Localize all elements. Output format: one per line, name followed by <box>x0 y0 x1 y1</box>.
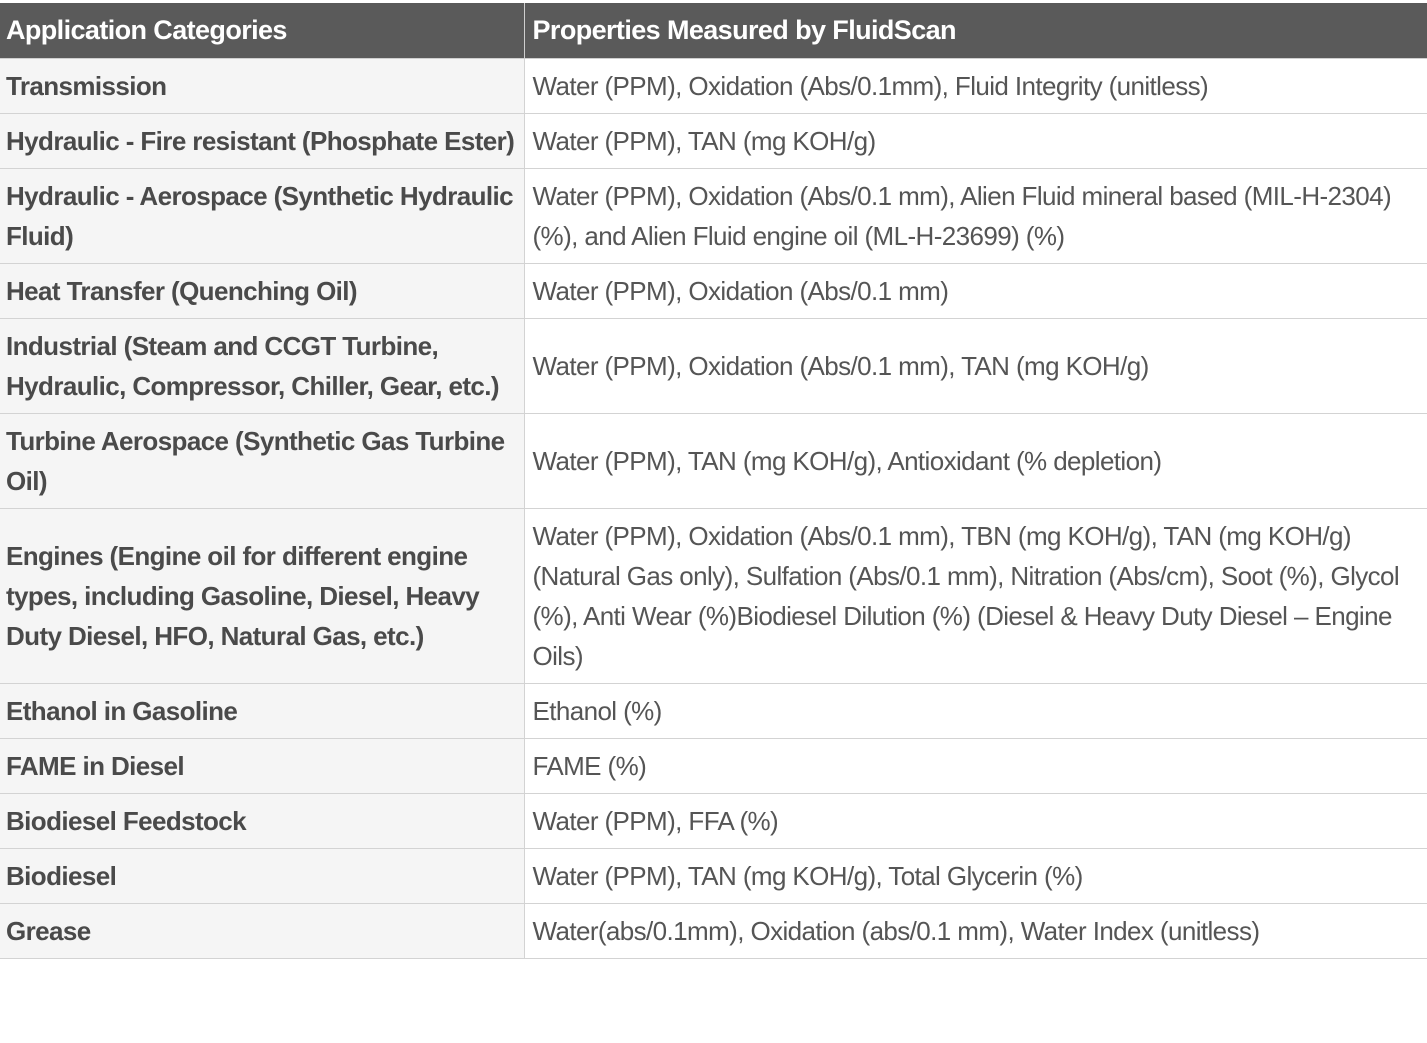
fluidscan-properties-table <box>0 3 1427 959</box>
fluidscan-properties-table-container <box>0 3 1427 959</box>
properties-cell: Water (PPM), Oxidation (Abs/0.1 mm) <box>524 264 1427 319</box>
table-row <box>0 739 1427 794</box>
properties-cell: FAME (%) <box>524 739 1427 794</box>
properties-cell: Water (PPM), TAN (mg KOH/g), Total Glycerin (%) <box>524 849 1427 904</box>
category-cell: Hydraulic - Aerospace (Synthetic Hydraulic Fluid) <box>0 169 524 264</box>
table-row <box>0 904 1427 959</box>
properties-cell: Water (PPM), TAN (mg KOH/g) <box>524 114 1427 169</box>
table-row <box>0 114 1427 169</box>
table-row <box>0 509 1427 684</box>
category-cell: Grease <box>0 904 524 959</box>
properties-cell: Ethanol (%) <box>524 684 1427 739</box>
category-cell: Turbine Aerospace (Synthetic Gas Turbine Oil) <box>0 414 524 509</box>
table-row <box>0 684 1427 739</box>
category-cell: Ethanol in Gasoline <box>0 684 524 739</box>
table-row <box>0 169 1427 264</box>
properties-cell: Water (PPM), TAN (mg KOH/g), Antioxidant (% depletion) <box>524 414 1427 509</box>
category-cell: Engines (Engine oil for different engine types, including Gasoline, Diesel, Heavy Duty Diesel, HFO, Natural Gas, etc.) <box>0 509 524 684</box>
table-row <box>0 414 1427 509</box>
table-header <box>0 3 1427 59</box>
category-cell: Industrial (Steam and CCGT Turbine, Hydraulic, Compressor, Chiller, Gear, etc.) <box>0 319 524 414</box>
category-cell: Hydraulic - Fire resistant (Phosphate Ester) <box>0 114 524 169</box>
category-cell: FAME in Diesel <box>0 739 524 794</box>
properties-cell: Water (PPM), Oxidation (Abs/0.1 mm), TAN (mg KOH/g) <box>524 319 1427 414</box>
table-row <box>0 319 1427 414</box>
properties-cell: Water (PPM), FFA (%) <box>524 794 1427 849</box>
properties-cell: Water (PPM), Oxidation (Abs/0.1mm), Fluid Integrity (unitless) <box>524 59 1427 114</box>
table-row <box>0 849 1427 904</box>
header-application-categories: Application Categories <box>0 3 524 59</box>
category-cell: Heat Transfer (Quenching Oil) <box>0 264 524 319</box>
category-cell: Transmission <box>0 59 524 114</box>
category-cell: Biodiesel <box>0 849 524 904</box>
properties-cell: Water (PPM), Oxidation (Abs/0.1 mm), TBN (mg KOH/g), TAN (mg KOH/g) (Natural Gas only), Sulfation (Abs/0.1 mm), Nitration (Abs/cm), Soot (%), Glycol (%), Anti Wear (%)Biodiesel Dilution (%) (Diesel & Heavy Duty Diesel – Engine Oils) <box>524 509 1427 684</box>
header-row <box>0 3 1427 59</box>
table-row <box>0 794 1427 849</box>
table-row <box>0 59 1427 114</box>
properties-cell: Water (PPM), Oxidation (Abs/0.1 mm), Alien Fluid mineral based (MIL-H-2304) (%), and Alien Fluid engine oil (ML-H-23699) (%) <box>524 169 1427 264</box>
header-properties-measured: Properties Measured by FluidScan <box>524 3 1427 59</box>
table-row <box>0 264 1427 319</box>
table-body <box>0 59 1427 959</box>
properties-cell: Water(abs/0.1mm), Oxidation (abs/0.1 mm), Water Index (unitless) <box>524 904 1427 959</box>
category-cell: Biodiesel Feedstock <box>0 794 524 849</box>
